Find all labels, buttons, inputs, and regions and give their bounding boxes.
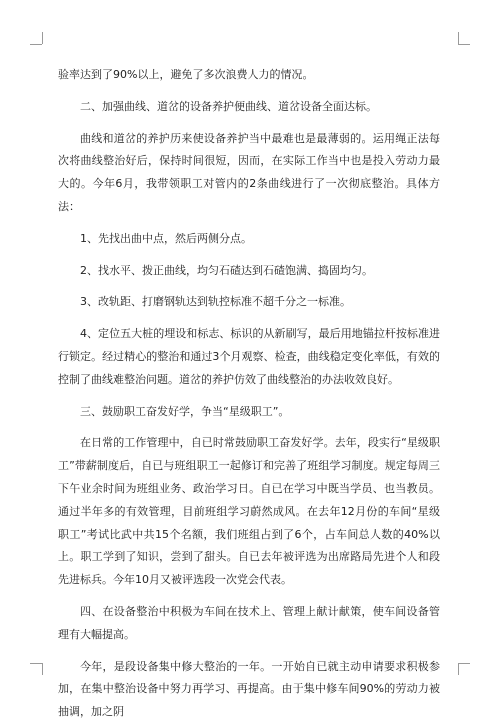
section-heading-2: 二、加强曲线、道岔的设备养护便曲线、道岔设备全面达标。: [80, 99, 377, 113]
paragraph-study: 在日常的工作管理中，自已时常鼓励职工奋发好学。去年，段实行“星级职工”带薪制度后，自已与班组职工一起修订和完善了班组学习制度。规定每周三下午业余时间为班组业务、政治学习日。自已在学习中既当学员、也当教员。通过半年多的有效管理，目前班组学习蔚然成风。在去年12月份的车间“星级职工”考试比武中共15个名额，我们班组占到了6个，占车间总人数的40%以上。职工学到了知识，尝到了甜头。自已去年被评选为出席路局先进个人和段先进标兵。今年10月又被评选段一次党会代表。: [58, 436, 440, 587]
list-item-3: 3、改轨距、打磨钢轨达到轨控标准不超千分之一标准。: [80, 295, 351, 309]
crop-mark-top-right-v: [458, 32, 459, 44]
list-item-4: 4、定位五大桩的埋设和标志、标识的从新刷写，最后用地锚拉杆按标准进行锁定。经过精心的整治和通过3个月观察、检查，曲线稳定变化率低，有效的控制了曲线难整治问题。道岔的养护仿效了曲线整治的办法收效良好。: [58, 327, 440, 386]
crop-mark-bottom-right-h: [458, 663, 470, 664]
section-heading-4: 四、在设备整治中积极为车间在技术上、管理上献计献策，使车间设备管理有大幅提高。: [58, 604, 440, 641]
paragraph-continuation: 验率达到了90%以上，避免了多次浪费人力的情况。: [58, 68, 314, 81]
crop-mark-top-left-v: [42, 32, 43, 44]
section-heading-3: 三、鼓励职工奋发好学，争当“星级职工”。: [80, 404, 290, 418]
document-body: [58, 64, 440, 724]
crop-mark-top-right-h: [458, 44, 470, 45]
list-item-1: 1、先找出曲中点，然后两侧分点。: [80, 231, 252, 245]
list-item-2: 2、找水平、拨正曲线，均匀石碴达到石碴饱满、捣固均匀。: [80, 263, 373, 277]
paragraph-centralized-repair: 今年，是段设备集中修大整治的一年。一开始自已就主动申请要求积极参加，在集中整治设备中努力再学习、再提高。由于集中修车间90%的劳动力被抽调，加之阴: [58, 659, 440, 719]
crop-mark-bottom-left-h: [30, 663, 42, 664]
crop-mark-bottom-right-v: [458, 663, 459, 675]
paragraph-curve-maintenance: 曲线和道岔的养护历来使设备养护当中最难也是最薄弱的。运用绳正法每次将曲线整治好后，保持时间很短，因而，在实际工作当中也是投入劳动力最大的。今年6月，我带领职工对管内的2条曲线进行了一次彻底整治。具体方法：: [58, 131, 440, 213]
crop-mark-top-left-h: [30, 44, 42, 45]
crop-mark-bottom-left-v: [42, 663, 43, 675]
